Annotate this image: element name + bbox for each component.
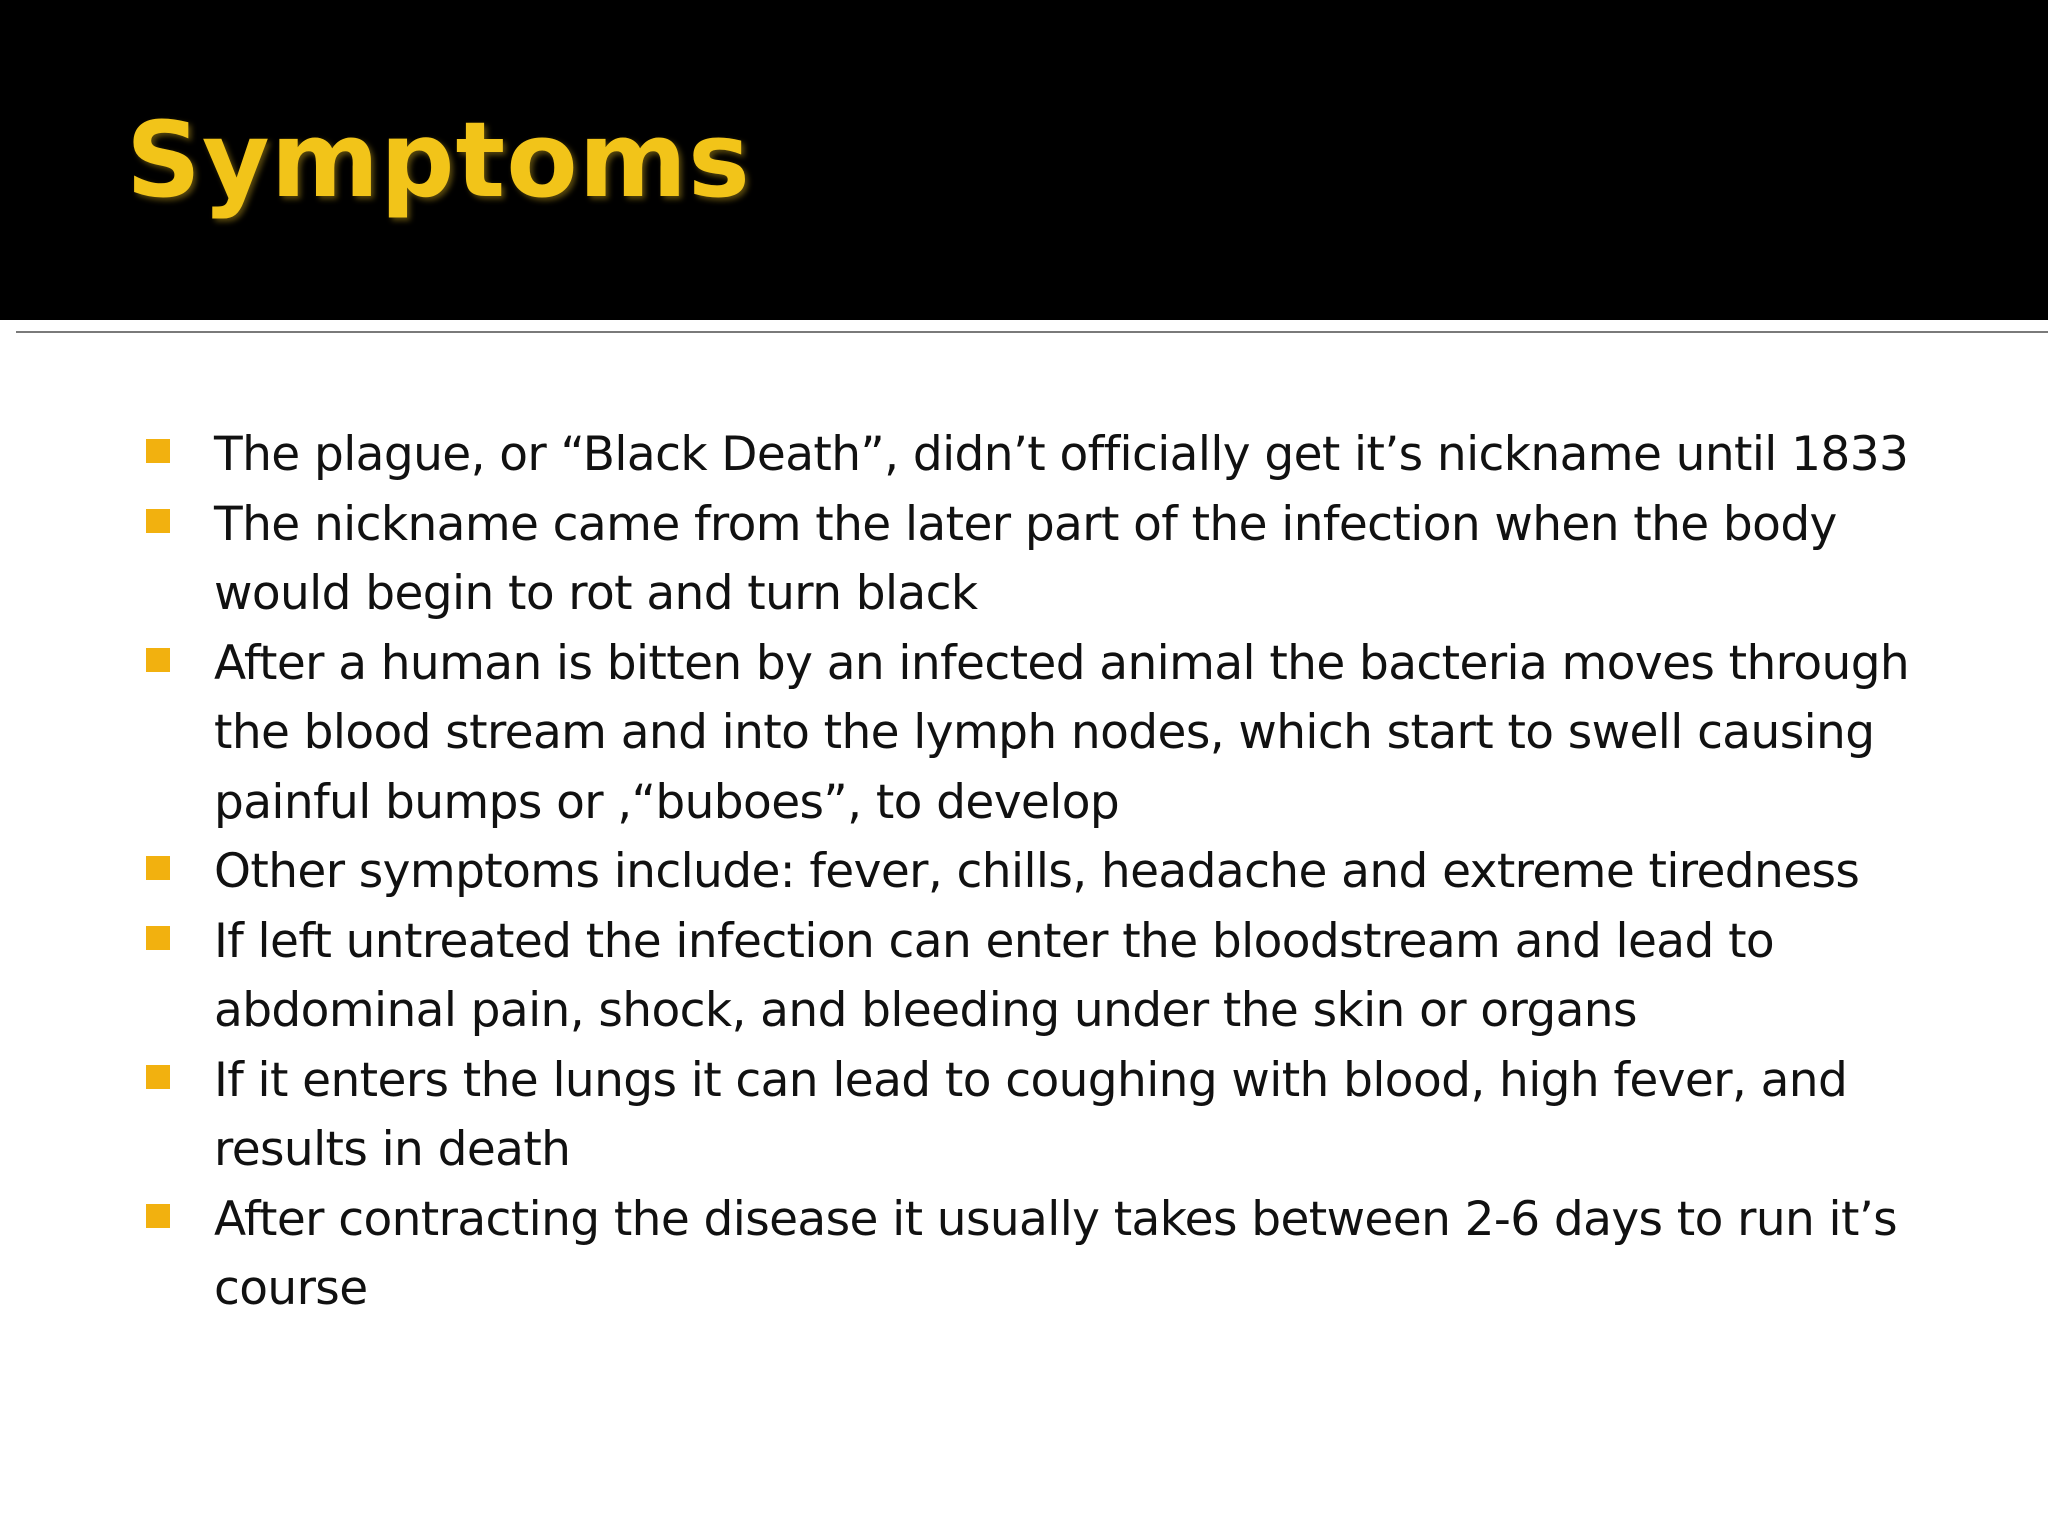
square-bullet-icon — [146, 439, 170, 463]
bullet-item — [126, 837, 1956, 907]
bullet-text: If it enters the lungs it can lead to coughing with blood, high fever, and results in death — [214, 1052, 1848, 1177]
square-bullet-icon — [146, 1065, 170, 1089]
bullet-item — [126, 420, 1956, 490]
bullet-text: The nickname came from the later part of the infection when the body would begin to rot and turn black — [214, 496, 1837, 621]
bullet-item — [126, 629, 1956, 838]
title-divider — [16, 331, 2048, 333]
bullet-item — [126, 490, 1956, 629]
bullet-item — [126, 1185, 1956, 1324]
bullet-text: The plague, or “Black Death”, didn’t officially get it’s nickname until 1833 — [214, 427, 1909, 482]
bullet-item — [126, 907, 1956, 1046]
bullet-text: Other symptoms include: fever, chills, headache and extreme tiredness — [214, 844, 1860, 899]
square-bullet-icon — [146, 856, 170, 880]
bullet-list — [126, 420, 1956, 1324]
bullet-text: After a human is bitten by an infected animal the bacteria moves through the blood stream and into the lymph nodes, which start to swell causing painful bumps or ,“buboes”, to develop — [214, 635, 1910, 830]
bullet-text: If left untreated the infection can enter the bloodstream and lead to abdominal pain, shock, and bleeding under the skin or organs — [214, 913, 1775, 1038]
slide-body — [126, 420, 1956, 1324]
square-bullet-icon — [146, 509, 170, 533]
square-bullet-icon — [146, 648, 170, 672]
title-bar — [0, 0, 2048, 320]
slide-title: Symptoms — [126, 99, 751, 221]
bullet-item — [126, 1046, 1956, 1185]
bullet-text: After contracting the disease it usually takes between 2-6 days to run it’s course — [214, 1191, 1898, 1316]
square-bullet-icon — [146, 1204, 170, 1228]
square-bullet-icon — [146, 926, 170, 950]
